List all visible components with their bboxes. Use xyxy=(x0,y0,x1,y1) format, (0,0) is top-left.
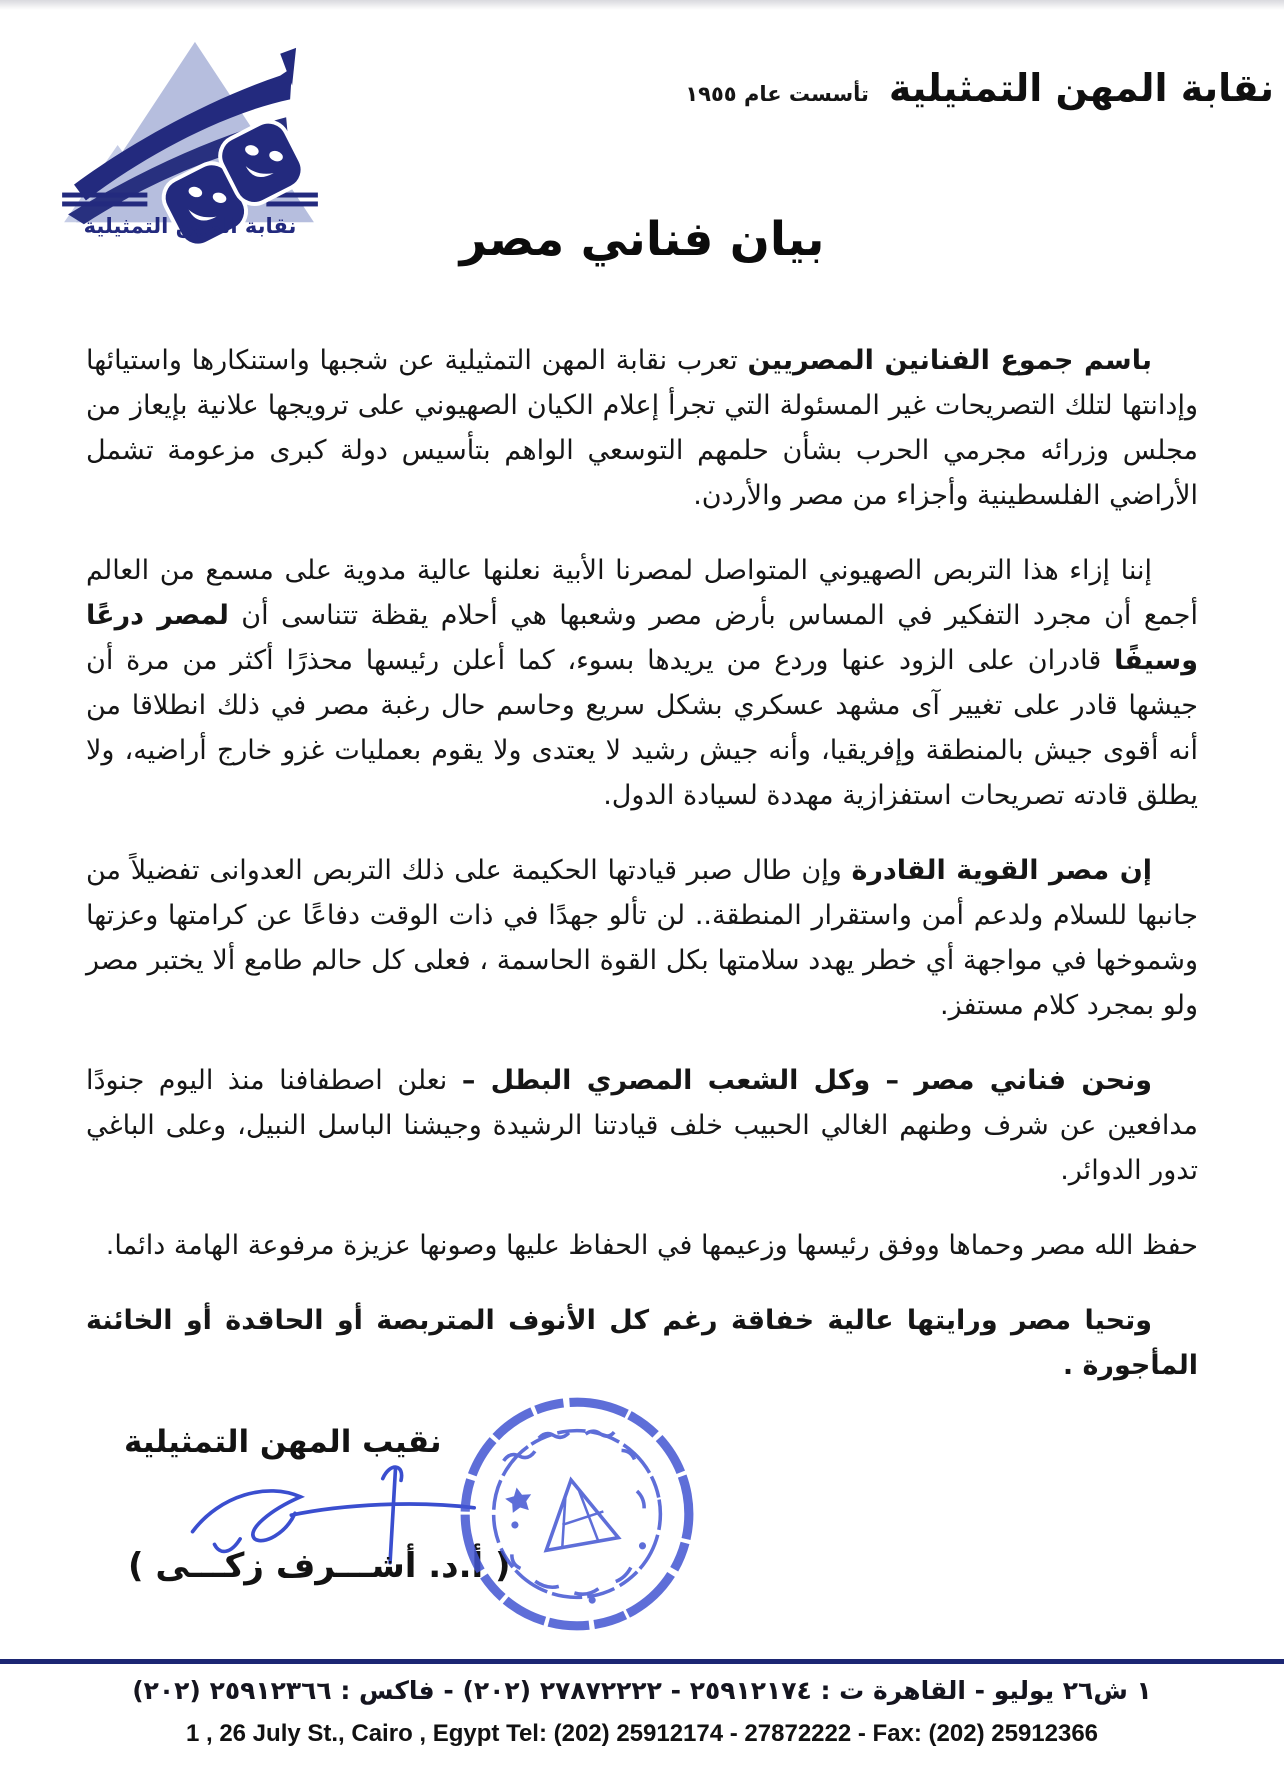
paragraph-3-lead: إن مصر القوية القادرة xyxy=(851,855,1152,886)
signatory-title: نقيب المهن التمثيلية xyxy=(124,1424,442,1460)
official-stamp-icon xyxy=(455,1392,699,1636)
paragraph-4-text: نعلن اصطفافنا منذ اليوم جنودًا مدافعين عن شرف وطنهم الغالي الحبيب خلف قيادتنا الرشيدة وجيشنا الباسل النبيل، وعلى الباغي تدور الدوائر. xyxy=(86,1065,1198,1186)
paragraph-3-text: وإن طال صبر قيادتها الحكيمة على ذلك التربص العدوانى تفضيلاً من جانبها للسلام ولدعم أمن واستقرار المنطقة.. لن تألو جهدًا في ذات الوقت دفاعًا عن كرامتها وعزتها وشموخها في مواجهة أي خطر يهدد سلامتها بكل القوة الحاسمة ، فعلى كل حالم طامع ألا يختبر مصر ولو بمجرد كلام مستفز. xyxy=(86,855,1198,1021)
organization-name: نقابة المهن التمثيلية xyxy=(888,66,1274,110)
document-title: بيان فناني مصر xyxy=(459,212,825,267)
paragraph-2-text-post: قادران على الزود عنها وردع من يريدها بسوء، كما أعلن رئيسها محذرًا أكثر من مرة أن جيشها قادر على تغيير آى مشهد عسكري بشكل سريع وحاسم حال رغبة مصر في ذلك انطلاقا من أنه أقوى جيش بالمنطقة وإفريقيا، وأنه جيش رشيد لا يعتدى ولا يقوم بعمليات غزو خارج أراضيه، ولا يطلق قادته تصريحات استفزازية مهددة لسيادة الدول. xyxy=(86,645,1198,811)
scan-edge-shadow xyxy=(0,0,1284,10)
paragraph-2 xyxy=(86,548,1198,818)
paragraph-1-lead: باسم جموع الفنانين المصريين xyxy=(747,345,1152,376)
paragraph-2-bold: لمصر درعًا وسيفًا xyxy=(86,600,1198,676)
paragraph-1-text: تعرب نقابة المهن التمثيلية عن شجبها واستنكارها واستيائها وإدانتها لتلك التصريحات غير المسئولة التي تجرأ إعلام الكيان الصهيوني على ترويجها علانية بإيعاز من مجلس وزرائه مجرمي الحرب بشأن حلمهم التوسعي الواهم بتأسيس دولة كبرى مزعومة تشمل الأراضي الفلسطينية وأجزاء من مصر والأردن. xyxy=(86,345,1198,511)
footer-address-arabic: ١ ش٢٦ يوليو - القاهرة ت : ٢٥٩١٢١٧٤ - ٢٧٨٧٢٢٢٢ (٢٠٢) - فاكس : ٢٥٩١٢٣٦٦ (٢٠٢) xyxy=(132,1676,1152,1705)
letterhead xyxy=(685,66,1274,110)
established-year: تأسست عام ١٩٥٥ xyxy=(685,82,869,106)
signatory-name: ( أ.د. أشـــرف زكـــى ) xyxy=(128,1546,511,1586)
document-body xyxy=(86,338,1198,1418)
footer-address-english: 1 , 26 July St., Cairo , Egypt Tel: (202) 25912174 - 27872222 - Fax: (202) 25912366 xyxy=(185,1720,1099,1747)
logo-caption: نقابة المهن التمثيلية xyxy=(83,214,297,238)
paragraph-3 xyxy=(86,848,1198,1028)
paragraph-1 xyxy=(86,338,1198,518)
paragraph-5: حفظ الله مصر وحماها ووفق رئيسها وزعيمها في الحفاظ عليها وصونها عزيزة مرفوعة الهامة دائما. xyxy=(105,1230,1198,1261)
paragraph-4 xyxy=(86,1058,1198,1193)
footer-divider xyxy=(0,1659,1284,1664)
closing-line: وتحيا مصر ورايتها عالية خفاقة رغم كل الأنوف المتربصة أو الحاقدة أو الخائنة المأجورة . xyxy=(86,1305,1198,1381)
paragraph-2-text-pre: إننا إزاء هذا التربص الصهيوني المتواصل لمصرنا الأبية نعلنها عالية مدوية على مسمع من العالم أجمع أن مجرد التفكير في المساس بأرض مصر وشعبها هي أحلام يقظة تتناسى أن xyxy=(86,555,1198,631)
paragraph-4-lead: ونحن فناني مصر – وكل الشعب المصري البطل – xyxy=(461,1065,1152,1096)
